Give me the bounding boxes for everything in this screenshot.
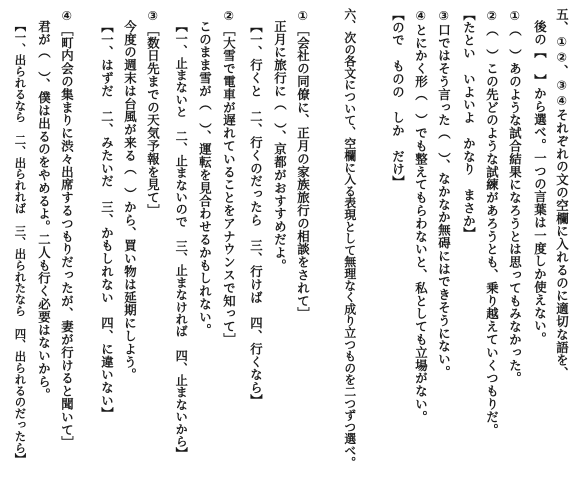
q6-item-4-context: ④［町内会の集まりに渋々出席するつもりだったが、妻が行けると聞いて］	[59, 8, 75, 450]
q5-item-3: ③口ではそう言った（ ）、なかなか無碍にはできそうにない。	[436, 8, 452, 379]
q5-choices-b: 【ので ものの しか だけ】	[390, 8, 406, 189]
q6-item-1-context: ①［会社の同僚に、正月の家族旅行の相談をされて］	[295, 8, 311, 321]
q5-item-2: ②（ ）この先どのような試練があろうとも、乗り越えていくつもりだ。	[484, 8, 500, 437]
q6-item-4-choices: 【一、出られるなら 二、出られれば 三、出られたなら 四、出られるのだったら】	[13, 20, 28, 465]
q5-item-4: ④とにかく形（ ）でも整えてもらわないと、私としても立場がない。	[413, 8, 429, 424]
q6-item-3-sentence: 今度の週末は台風が来る（ ）から、買い物は延期にしよう。	[122, 20, 138, 382]
q6-item-2-sentence: このまま雪が（ ）、運転を見合わせるかもしれない。	[197, 20, 213, 337]
q5-instruction-line-2: 後の【 】から選べ。一つの言葉は一度しか使えない。	[532, 20, 548, 346]
q5-item-1: ①（ ）あのような試合結果になろうとは思ってもみなかった。	[507, 8, 523, 385]
q5-instruction-line-1: 五、①②、③④それぞれの文の空欄に入れるのに適切な語を、	[554, 8, 570, 380]
q6-item-1-choices: 【一、行くと 二、行くのだったら 三、行けば 四、行くなら】	[248, 20, 264, 407]
q6-item-4-sentence: 君が（ ）、僕は出るのをやめるよ。二人も行く必要はないから。	[36, 20, 52, 401]
q6-instruction: 六、次の各文について、空欄に入る表現として無理なく成り立つものを二つずつ選べ。	[342, 8, 357, 469]
q6-item-3-choices: 【一、はずだ 二、みたいだ 三、かもしれない 四、に違いない】	[99, 20, 115, 420]
q6-item-1-sentence: 正月に旅行に（ ）、京都がおすすめだよ。	[272, 20, 288, 272]
q6-item-2-choices: 【一、止まないと 二、止まないので 三、止まなければ 四、止まないから】	[174, 20, 189, 460]
q6-item-2-context: ②［大雪で電車が遅れていることをアナウンスで知って］	[221, 8, 237, 346]
q5-choices-a: 【たとい いよいよ かなり まさか】	[461, 8, 477, 241]
q6-item-3-context: ③［数日先までの天気予報を見て］	[145, 8, 161, 217]
